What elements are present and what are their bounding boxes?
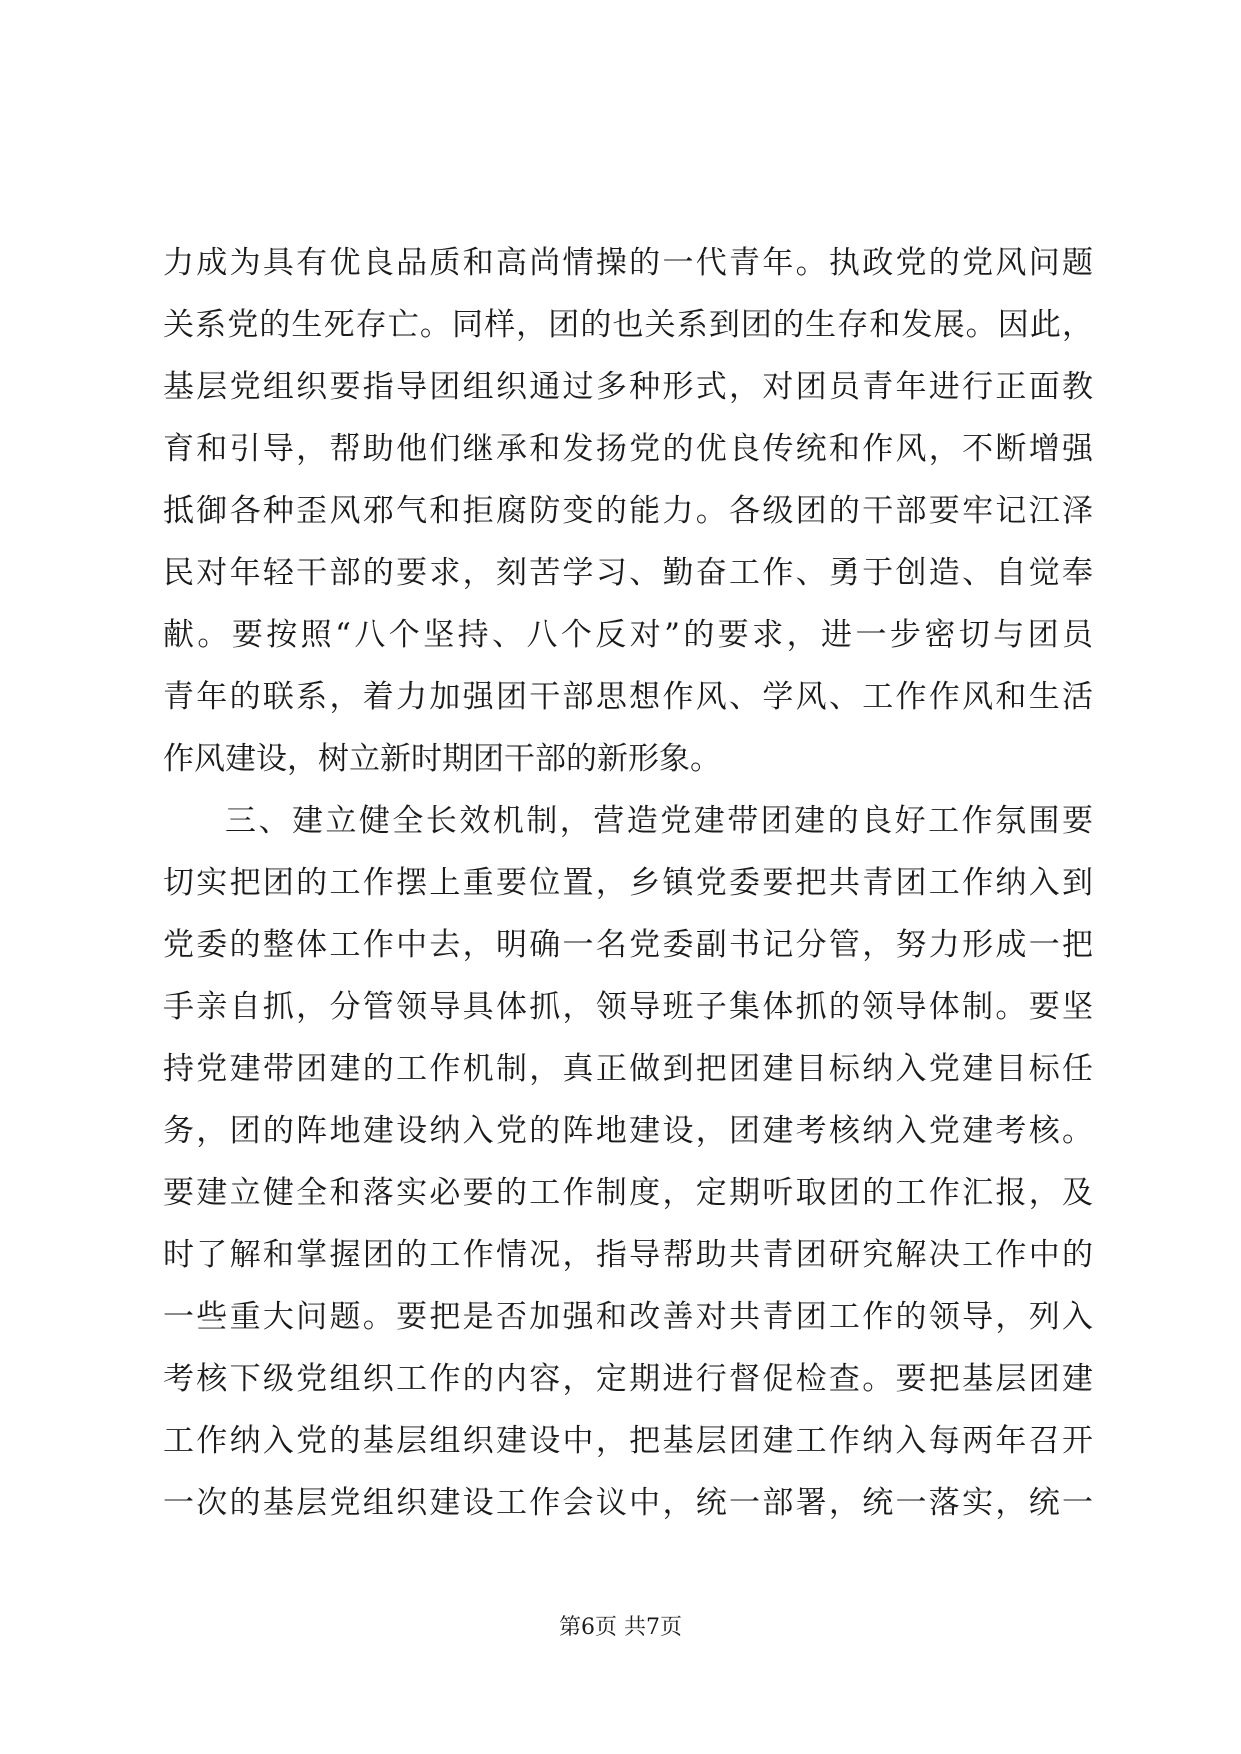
section-heading-line: 三、建立健全长效机制，营造党建带团建的良好工作氛围要 (225, 803, 1093, 839)
body-text (163, 232, 1093, 1534)
text-line: 献。要按照“八个坚持、八个反对”的要求，进一步密切与团员 (163, 617, 1093, 653)
text-line: 基层党组织要指导团组织通过多种形式，对团员青年进行正面教 (163, 369, 1093, 405)
text-line: 作风建设，树立新时期团干部的新形象。 (163, 741, 721, 777)
text-line: 要建立健全和落实必要的工作制度，定期听取团的工作汇报，及 (163, 1175, 1093, 1211)
text-line: 切实把团的工作摆上重要位置，乡镇党委要把共青团工作纳入到 (163, 865, 1093, 901)
text-line: 党委的整体工作中去，明确一名党委副书记分管，努力形成一把 (163, 927, 1093, 963)
text-line: 持党建带团建的工作机制，真正做到把团建目标纳入党建目标任 (163, 1051, 1093, 1087)
text-line: 关系党的生死存亡。同样，团的也关系到团的生存和发展。因此， (163, 307, 1093, 343)
text-line: 一次的基层党组织建设工作会议中，统一部署，统一落实，统一 (163, 1485, 1093, 1521)
page-footer: 第6页 共7页 (559, 1615, 682, 1640)
text-line: 青年的联系，着力加强团干部思想作风、学风、工作作风和生活 (163, 679, 1093, 715)
text-line: 一些重大问题。要把是否加强和改善对共青团工作的领导，列入 (163, 1299, 1093, 1335)
text-line: 力成为具有优良品质和高尚情操的一代青年。执政党的党风问题 (163, 245, 1093, 281)
text-line: 时了解和掌握团的工作情况，指导帮助共青团研究解决工作中的 (163, 1237, 1093, 1273)
text-line: 手亲自抓，分管领导具体抓，领导班子集体抓的领导体制。要坚 (163, 989, 1093, 1025)
text-line: 民对年轻干部的要求，刻苦学习、勤奋工作、勇于创造、自觉奉 (163, 555, 1093, 591)
text-line: 抵御各种歪风邪气和拒腐防变的能力。各级团的干部要牢记江泽 (163, 493, 1093, 529)
text-line: 务，团的阵地建设纳入党的阵地建设，团建考核纳入党建考核。 (163, 1113, 1093, 1149)
text-line: 考核下级党组织工作的内容，定期进行督促检查。要把基层团建 (163, 1361, 1093, 1397)
text-line: 育和引导，帮助他们继承和发扬党的优良传统和作风，不断增强 (163, 431, 1093, 467)
text-line: 工作纳入党的基层组织建设中，把基层团建工作纳入每两年召开 (163, 1423, 1093, 1459)
